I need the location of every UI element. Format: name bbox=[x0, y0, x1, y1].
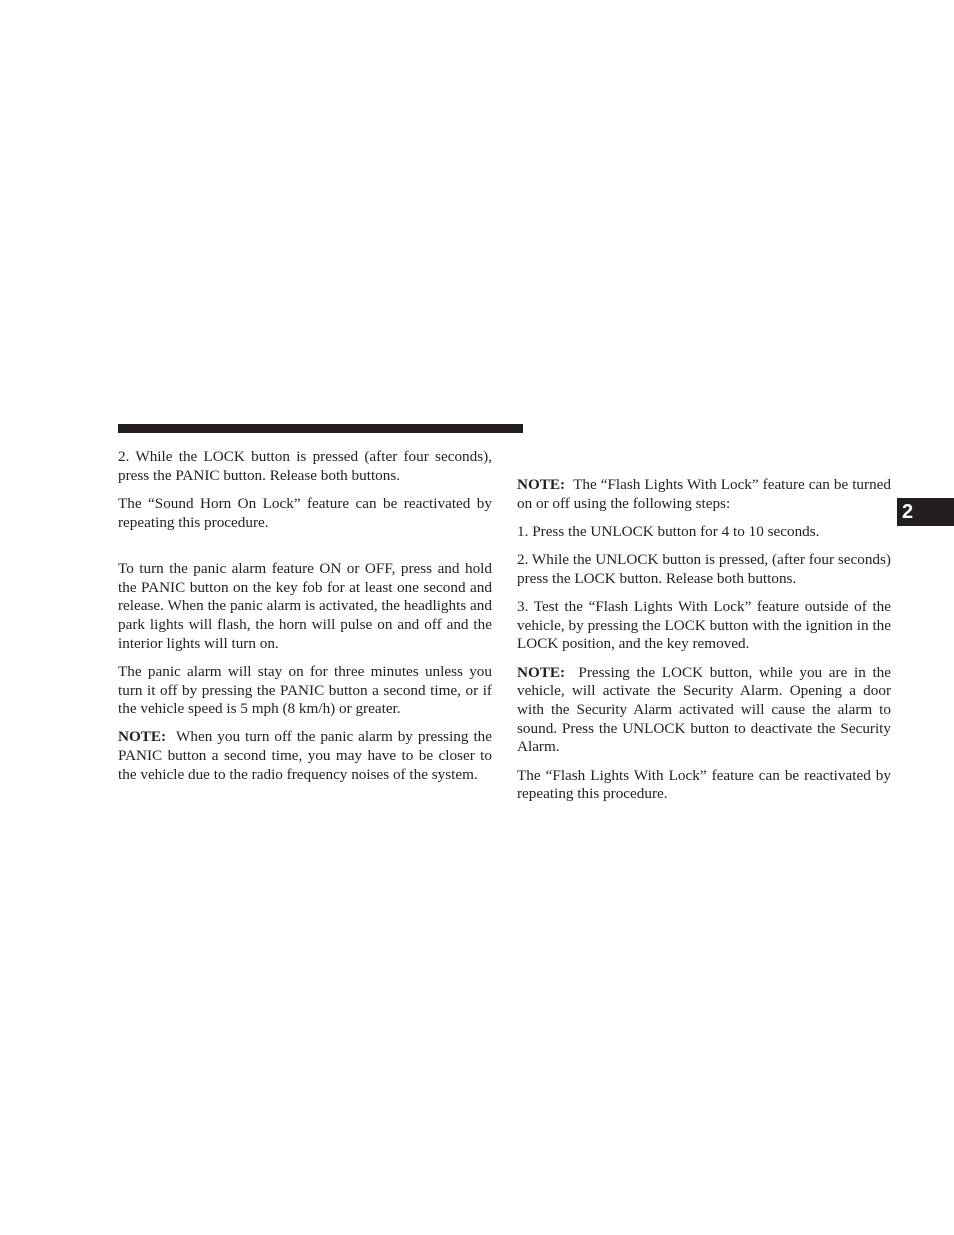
section-gap bbox=[118, 542, 492, 560]
step-2-paragraph: 2. While the LOCK button is pressed (after four seconds), press the PANIC button. Release both buttons. bbox=[118, 448, 492, 484]
note-label: NOTE: bbox=[517, 476, 566, 493]
panic-duration-paragraph: The panic alarm will stay on for three minutes unless you turn it off by pressing the PANIC button a second time, or if the vehicle speed is 5 mph (8 km/h) or greater. bbox=[118, 662, 492, 718]
reactivate-flash-paragraph: The “Flash Lights With Lock” feature can be reactivated by repeating this procedure. bbox=[517, 766, 891, 803]
left-column bbox=[118, 448, 492, 794]
panic-note bbox=[118, 728, 492, 784]
note-text: When you turn off the panic alarm by pressing the PANIC button a second time, you may have to be closer to the vehicle due to the radio frequency noises of the system. bbox=[118, 728, 492, 783]
note-label: NOTE: bbox=[517, 663, 566, 681]
step-1-paragraph: 1. Press the UNLOCK button for 4 to 10 seconds. bbox=[517, 522, 820, 540]
right-column bbox=[517, 476, 891, 814]
step-2-paragraph: 2. While the UNLOCK button is pressed, (after four seconds) press the LOCK button. Release both buttons. bbox=[517, 551, 891, 587]
chapter-tab: 2 bbox=[897, 498, 954, 526]
section-rule bbox=[118, 424, 523, 433]
note-text: The “Flash Lights With Lock” feature can be turned on or off using the following steps: bbox=[517, 476, 892, 512]
note-label: NOTE: bbox=[118, 728, 167, 746]
note-text: Pressing the LOCK button, while you are in the vehicle, will activate the Security Alarm. Opening a door with the Security Alarm activated will cause the alarm to sound. Press the UNLOCK button to deactivate the Security Alarm. bbox=[517, 663, 891, 756]
panic-alarm-paragraph: To turn the panic alarm feature ON or OFF, press and hold the PANIC button on the key fob for at least one second and release. When the panic alarm is activated, the headlights and park lights will flash, the horn will pulse on and off and the interior lights will turn on. bbox=[118, 559, 492, 652]
security-alarm-note bbox=[517, 664, 891, 758]
step-3-paragraph: 3. Test the “Flash Lights With Lock” feature outside of the vehicle, by pressing the LOCK button with the ignition in the LOCK position, and the key removed. bbox=[517, 598, 891, 653]
reactivate-horn-paragraph: The “Sound Horn On Lock” feature can be reactivated by repeating this procedure. bbox=[118, 494, 492, 531]
flash-lights-note bbox=[517, 476, 891, 513]
